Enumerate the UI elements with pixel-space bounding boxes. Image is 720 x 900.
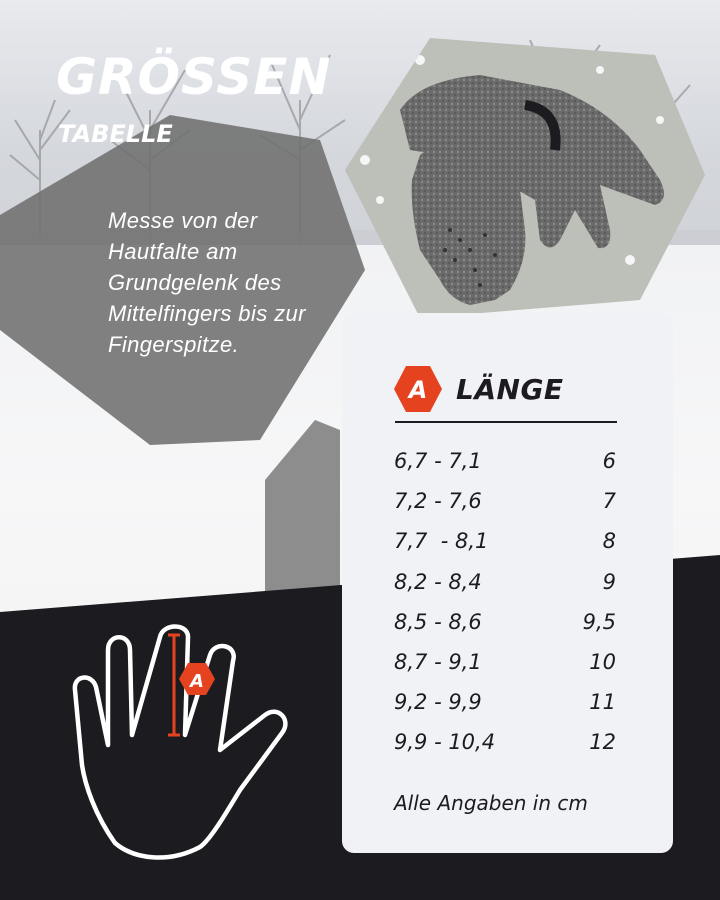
page-subtitle: TABELLE xyxy=(58,120,173,148)
glove-size: 7 xyxy=(602,489,616,514)
hand-outline-icon xyxy=(60,615,310,865)
size-row xyxy=(394,521,616,561)
page-title: GRÖSSEN xyxy=(56,48,332,106)
size-row xyxy=(394,602,616,642)
badge-letter: A xyxy=(408,376,428,404)
grey-side-panel xyxy=(265,420,340,600)
glove-size: 12 xyxy=(589,730,616,755)
glove-size: 9,5 xyxy=(582,609,616,634)
size-table-card xyxy=(342,313,673,853)
units-footnote: Alle Angaben in cm xyxy=(394,791,588,815)
length-range: 8,2 - 8,4 xyxy=(394,569,482,594)
size-row xyxy=(394,722,616,762)
length-range: 7,2 - 7,6 xyxy=(394,489,482,514)
size-table-header xyxy=(392,363,564,415)
length-range: 8,7 - 9,1 xyxy=(394,650,482,675)
size-row xyxy=(394,481,616,521)
measure-instruction: Messe von der Hautfalte am Grundgelenk des Mittelfingers bis zur Fingerspitze. xyxy=(108,208,306,357)
hexagon-a-badge-icon xyxy=(392,363,444,415)
size-row xyxy=(394,562,616,602)
header-divider xyxy=(395,421,617,423)
length-range: 9,2 - 9,9 xyxy=(394,690,482,715)
glove-size: 6 xyxy=(602,449,616,474)
length-range: 7,7 - 8,1 xyxy=(394,529,489,554)
size-row xyxy=(394,642,616,682)
glove-size: 9 xyxy=(602,569,616,594)
glove-size: 8 xyxy=(602,529,616,554)
glove-size: 10 xyxy=(589,650,616,675)
length-range: 9,9 - 10,4 xyxy=(394,730,496,755)
length-range: 6,7 - 7,1 xyxy=(394,449,482,474)
marker-letter: A xyxy=(190,671,204,692)
length-heading: LÄNGE xyxy=(456,372,564,406)
length-range: 8,5 - 8,6 xyxy=(394,609,482,634)
size-row xyxy=(394,441,616,481)
size-row xyxy=(394,682,616,722)
size-rows xyxy=(394,441,616,763)
glove-size: 11 xyxy=(589,690,616,715)
